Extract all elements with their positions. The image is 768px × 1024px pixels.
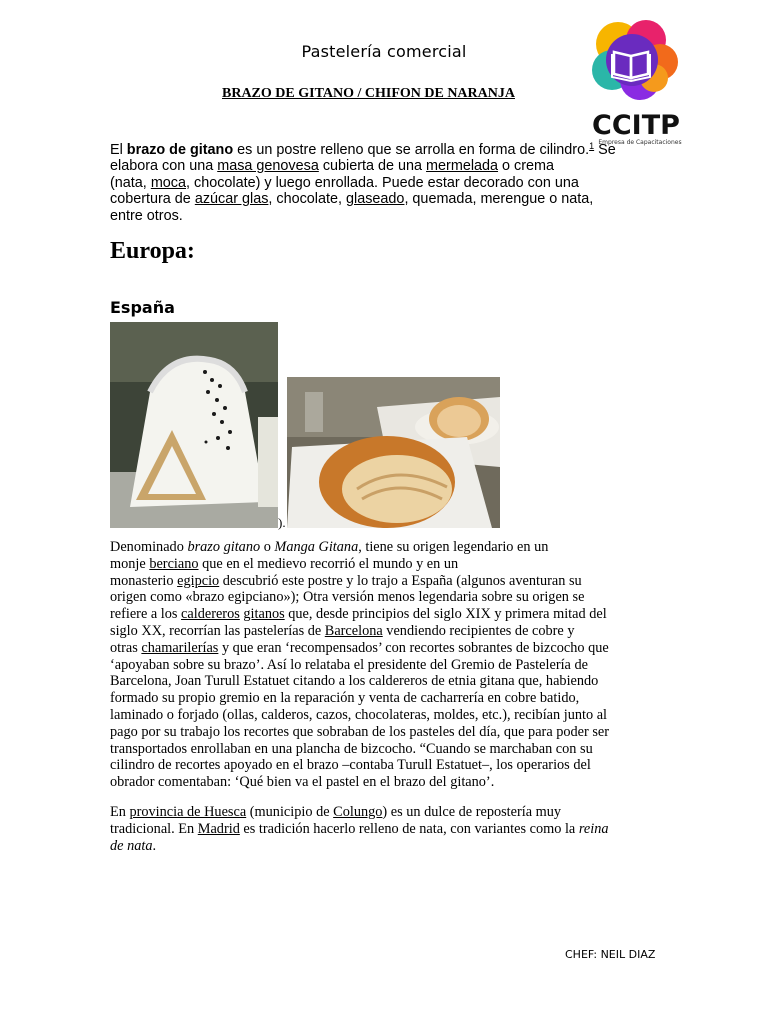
logo-blob-icon xyxy=(592,20,678,100)
document-title: BRAZO DE GITANO / CHIFON DE NARANJA xyxy=(222,86,515,101)
footer-chef: CHEF: NEIL DIAZ xyxy=(565,948,656,961)
footnote-ref[interactable]: 1 xyxy=(589,141,595,151)
link-barcelona[interactable]: Barcelona xyxy=(324,622,383,639)
link-caldereros[interactable]: caldereros xyxy=(181,606,240,623)
link-egipcio[interactable]: egipcio xyxy=(177,572,220,589)
link-gitanos[interactable]: gitanos xyxy=(243,606,285,623)
term-brazo-de-gitano: brazo de gitano xyxy=(126,142,234,158)
link-mermelada[interactable]: mermelada xyxy=(426,158,499,175)
link-chamarilerias[interactable]: chamarilerías xyxy=(141,639,219,656)
regional-paragraph: En provincia de Huesca (municipio de Colungo) es un dulce de repostería muy tradicional. En Madrid es tradición hacerlo relleno de nata, con variantes como la reina de nata. xyxy=(110,804,609,854)
intro-paragraph: El brazo de gitano es un postre relleno que se arrolla en forma de cilindro.$^1$ Se elabora con una masa genovesa cubierta de una mermelada o crema (nata, moca, chocolate) y luego enrollada. Puede estar decorado con una cobertura de azúcar glas, chocolate, glaseado, quemada, merengue o nata, entre otros. xyxy=(110,141,616,224)
image-caption-fragment: ). xyxy=(278,515,286,530)
link-madrid[interactable]: Madrid xyxy=(197,820,240,837)
heading-espana: España xyxy=(110,298,175,317)
photo-sliced-brazo xyxy=(287,377,500,528)
header-title: Pastelería comercial xyxy=(301,42,467,61)
heading-europa: Europa: xyxy=(110,238,195,264)
link-provincia-de-huesca[interactable]: provincia de Huesca xyxy=(129,804,247,820)
photo-frosted-brazo xyxy=(110,322,278,528)
link-masa-genovesa[interactable]: masa genovesa xyxy=(217,158,319,175)
link-berciano[interactable]: berciano xyxy=(149,555,199,572)
link-azucar-glas[interactable]: azúcar glas xyxy=(194,191,269,208)
logo-subtitle: Empresa de Capacitaciones xyxy=(598,139,682,146)
link-colungo[interactable]: Colungo xyxy=(333,804,383,820)
link-moca[interactable]: moca xyxy=(150,174,187,191)
ccitp-logo xyxy=(584,14,688,148)
link-glaseado[interactable]: glaseado xyxy=(346,191,405,208)
history-paragraph: Denominado brazo gitano o Manga Gitana, tiene su origen legendario en un monje berciano que en el medievo recorrió el mundo y en un monasterio egipcio descubrió este postre y lo trajo a España (algunos aventuran su origen como «brazo egipciano»); Otra versión menos legendaria sobre su origen se refiere a los caldereros gitanos que, desde principios del siglo XIX y primera mitad del siglo XX, recorrían las pastelerías de Barcelona vendiendo recipientes de cobre y otras chamarilerías y que eran ‘recompensados’ con recortes sobrantes de bizcocho que ‘apoyaban sobre su brazo’. Así lo relataba el presidente del Gremio de Pastelería de Barcelona, Joan Turull Estatuet citando a los caldereros de etnia gitana que, habiendo formado su propio gremio en la reparación y venta de cacharrería en cobre batido, laminado o forjado (ollas, calderos, cazos, chocolateras, moldes, etc.), recibían junto al pago por su trabajo los recortes que sobraban de los pasteles del día, que para poder ser transportados enrollaban en una plancha de bizcocho. “Cuando se marchaban con su cilindro de recortes apoyado en el brazo –contaba Turull Estatuet–, los operarios del obrador comentaban: ‘Qué bien va el pastel en el brazo del gitano’. xyxy=(110,539,610,791)
logo-text: CCITP xyxy=(592,110,680,141)
